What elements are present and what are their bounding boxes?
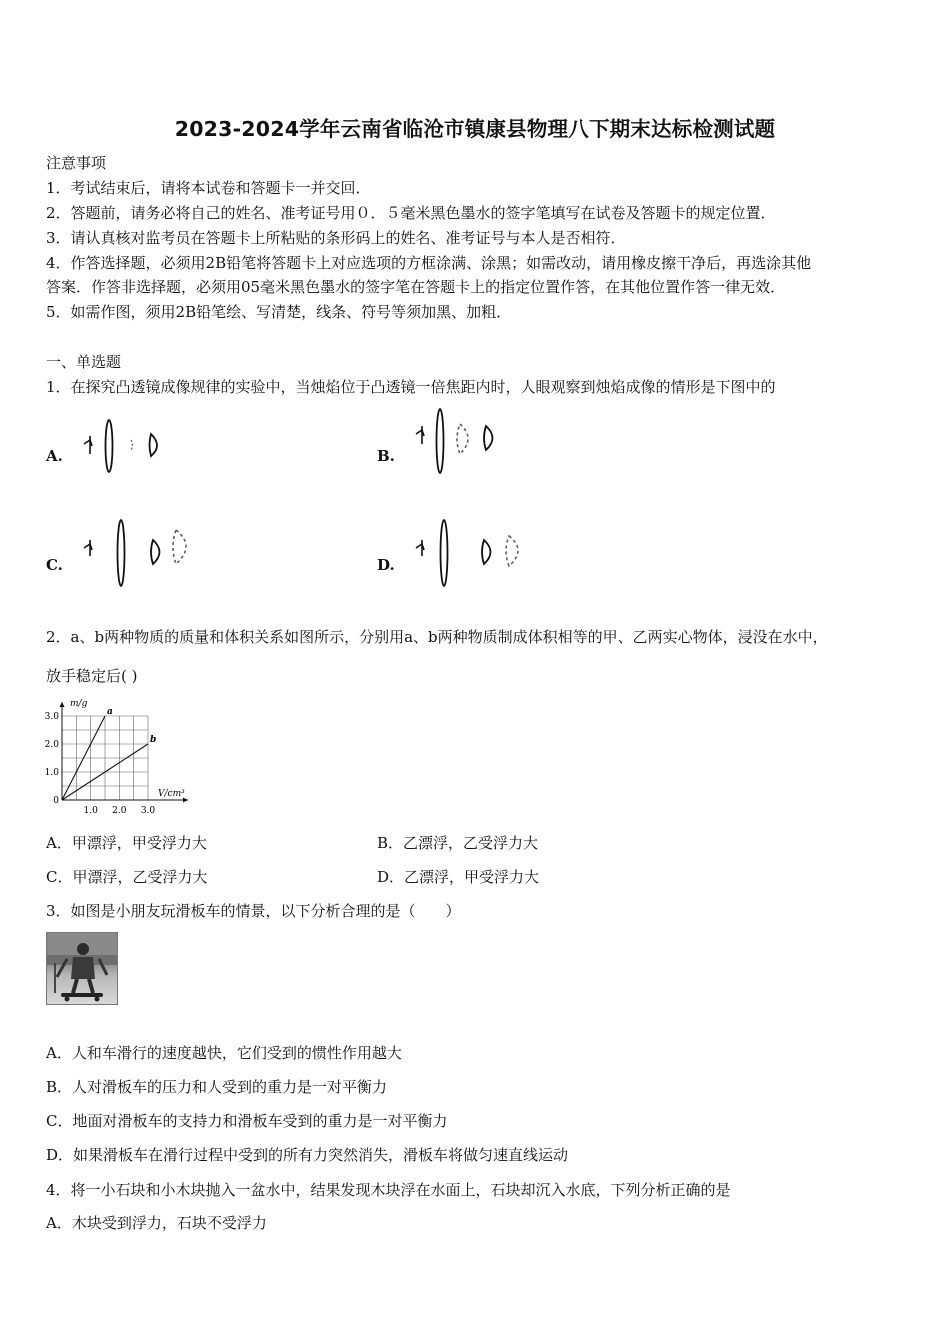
notice-item: 5．如需作图，须用2B铅笔绘、写清楚，线条、符号等须加黑、加粗． bbox=[46, 303, 512, 321]
mass-volume-chart bbox=[30, 690, 210, 820]
x-tick-label: 1.0 bbox=[83, 806, 98, 816]
notice-item: 答案．作答非选择题，必须用05毫米黑色墨水的签字笔在答题卡上的指定位置作答，在其他位置作答一律无效． bbox=[46, 278, 786, 296]
skateboard-photo bbox=[46, 932, 118, 1005]
section-heading: 一、单选题 bbox=[46, 353, 122, 371]
question-2-stem-cont: 放手稳定后( ) bbox=[46, 667, 138, 685]
notice-item: 3．请认真核对监考员在答题卡上所粘贴的条形码上的姓名、准考证号与本人是否相符． bbox=[46, 229, 626, 247]
convex-lens-icon bbox=[441, 520, 448, 586]
candle-icon bbox=[84, 436, 92, 454]
flame-image-icon bbox=[150, 434, 158, 456]
q2-option-d: D．乙漂浮，甲受浮力大 bbox=[377, 868, 540, 886]
candle-icon bbox=[416, 540, 424, 556]
virtual-image-icon bbox=[457, 424, 468, 454]
flame-image-icon bbox=[151, 540, 160, 564]
y-tick-label: 3.0 bbox=[44, 712, 59, 722]
y-tick-label: 1.0 bbox=[44, 768, 59, 778]
q1-option-c-label: C. bbox=[46, 556, 63, 574]
y-tick-label: 2.0 bbox=[44, 740, 59, 750]
notice-heading: 注意事项 bbox=[46, 154, 107, 172]
notice-item: 4．作答选择题，必须用2B铅笔将答题卡上对应选项的方框涂满、涂黑；如需改动，请用橡皮擦干净后，再选涂其他 bbox=[46, 254, 812, 272]
q2-option-a: A．甲漂浮，甲受浮力大 bbox=[46, 834, 207, 852]
x-tick-label: 3.0 bbox=[140, 806, 156, 816]
question-1-stem: 1．在探究凸透镜成像规律的实验中，当烛焰位于凸透镜一倍焦距内时，人眼观察到烛焰成像的情形是下图中的 bbox=[46, 378, 776, 396]
q1-option-a-label: A. bbox=[46, 447, 63, 465]
question-4-stem: 4．将一小石块和小木块抛入一盆水中，结果发现木块浮在水面上，石块却沉入水底，下列分析正确的是 bbox=[46, 1181, 731, 1199]
flame-image-icon bbox=[484, 426, 493, 450]
series-label-a: a bbox=[107, 707, 113, 717]
candle-icon bbox=[416, 426, 424, 444]
q1-figure-c bbox=[78, 518, 208, 590]
series-label-b: b bbox=[150, 735, 157, 745]
q4-option-a: A．木块受到浮力，石块不受浮力 bbox=[46, 1214, 267, 1232]
flame-image-icon bbox=[482, 540, 491, 564]
flame-image-small-icon bbox=[131, 440, 133, 450]
chart-axes bbox=[60, 702, 189, 803]
candle-icon bbox=[84, 540, 92, 556]
virtual-image-icon bbox=[506, 536, 518, 566]
q3-option-c: C．地面对滑板车的支持力和滑板车受到的重力是一对平衡力 bbox=[46, 1112, 448, 1130]
notice-item: 1．考试结束后，请将本试卷和答题卡一并交回． bbox=[46, 179, 371, 197]
question-3-stem: 3．如图是小朋友玩滑板车的情景，以下分析合理的是（ ） bbox=[46, 902, 461, 920]
convex-lens-icon bbox=[106, 420, 113, 472]
q1-option-d-label: D. bbox=[377, 556, 395, 574]
q3-option-d: D．如果滑板车在滑行过程中受到的所有力突然消失，滑板车将做匀速直线运动 bbox=[46, 1146, 569, 1164]
notice-item: 2．答题前，请务必将自己的姓名、准考证号用０．５毫米黑色墨水的签字笔填写在试卷及答题卡的规定位置． bbox=[46, 204, 776, 222]
q2-option-b: B．乙漂浮，乙受浮力大 bbox=[377, 834, 539, 852]
chart-grid bbox=[62, 716, 148, 800]
q1-figure-a bbox=[78, 420, 178, 480]
question-2-stem: 2．a、b两种物质的质量和体积关系如图所示，分别用a、b两种物质制成体积相等的甲、乙两实心物体，浸没在水中， bbox=[46, 628, 828, 646]
x-axis-label: V/cm³ bbox=[158, 789, 185, 799]
x-tick-label: 2.0 bbox=[112, 806, 127, 816]
y-axis-arrow bbox=[60, 702, 65, 707]
q3-option-b: B．人对滑板车的压力和人受到的重力是一对平衡力 bbox=[46, 1078, 388, 1096]
q3-option-a: A．人和车滑行的速度越快，它们受到的惯性作用越大 bbox=[46, 1044, 402, 1062]
page-title: 2023-2024学年云南省临沧市镇康县物理八下期末达标检测试题 bbox=[174, 117, 776, 141]
convex-lens-icon bbox=[118, 520, 125, 586]
q1-figure-b bbox=[410, 408, 520, 478]
q2-option-c: C．甲漂浮，乙受浮力大 bbox=[46, 868, 208, 886]
q1-figure-d bbox=[410, 518, 540, 590]
y-axis-label: m/g bbox=[70, 699, 88, 709]
convex-lens-icon bbox=[437, 409, 444, 473]
y-tick-label: 0 bbox=[53, 796, 59, 806]
virtual-image-icon bbox=[173, 530, 186, 564]
q1-option-b-label: B. bbox=[377, 447, 395, 465]
